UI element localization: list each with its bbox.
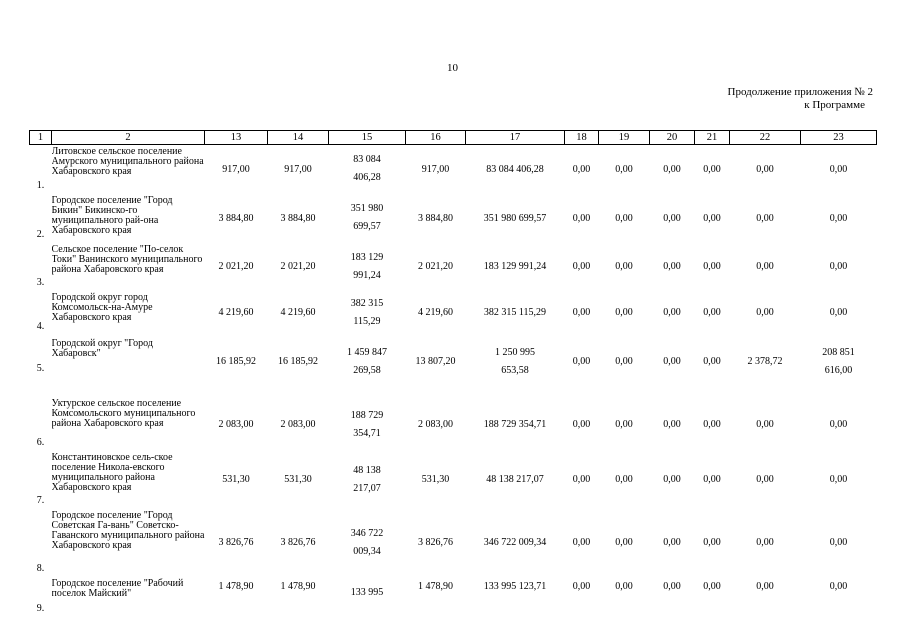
cell-col21: 0,00 [703, 580, 721, 592]
cell-col19: 0,00 [615, 261, 633, 272]
municipality-name: Городское поселение "Город Бикин" Бикинско-го муниципального рай-она Хабаровского края [51, 194, 173, 236]
cell-col23: 0,00 [829, 261, 848, 272]
header-cell: 19 [599, 131, 650, 145]
municipality-name: Городское поселение "Рабочий поселок Майский" [51, 577, 184, 599]
cell-col15-part2: 269,58 [353, 364, 381, 376]
cell-col15: 133 995 [350, 586, 384, 598]
header-cell: 21 [695, 131, 730, 145]
cell-col16: 3 884,80 [418, 212, 453, 224]
cell-col16: 13 807,20 [415, 356, 456, 367]
cell-col21: 0,00 [703, 356, 721, 367]
row-number: 8. [36, 562, 45, 574]
cell-col22: 0,00 [756, 212, 774, 224]
cell-col15-part2: 406,28 [353, 172, 381, 184]
cell-col18: 0,00 [572, 261, 591, 272]
cell-col17: 133 995 123,71 [483, 580, 547, 592]
cell-col15-part2: 991,24 [353, 269, 381, 281]
cell-col21: 0,00 [703, 537, 721, 548]
cell-col14: 1 478,90 [280, 580, 316, 592]
cell-col17: 351 980 699,57 [483, 212, 547, 224]
cell-col20: 0,00 [663, 474, 681, 485]
cell-col23: 0,00 [829, 163, 848, 175]
table-row [30, 389, 877, 451]
table-row [30, 243, 877, 291]
cell-col15 [329, 145, 406, 194]
table-row [30, 509, 877, 577]
cell-col16: 3 826,76 [418, 537, 453, 548]
cell-col17: 346 722 009,34 [483, 537, 547, 548]
cell-col15-part2: 699,57 [353, 221, 381, 232]
cell-col13: 4 219,60 [218, 307, 254, 318]
page-number: 10 [447, 62, 458, 74]
cell-col14: 917,00 [284, 163, 312, 175]
cell-col22: 0,00 [756, 261, 774, 272]
cell-col15 [329, 243, 406, 291]
cell-col23: 0,00 [829, 419, 848, 430]
municipality-name: Сельское поселение "По-селок Токи" Ванинского муниципального района Хабаровского края [51, 243, 203, 275]
row-number: 5. [36, 363, 45, 374]
cell-col14: 2 083,00 [280, 419, 316, 430]
cell-col19: 0,00 [615, 419, 633, 430]
row-number: 9. [36, 602, 45, 614]
row-number: 7. [36, 494, 45, 506]
row-number: 1. [36, 179, 45, 191]
cell-col23-part2: 616,00 [824, 364, 853, 376]
cell-col19: 0,00 [615, 307, 633, 318]
cell-col15-part1: 183 129 [350, 251, 384, 263]
header-cell: 16 [406, 131, 466, 145]
table-row [30, 145, 877, 194]
cell-col21: 0,00 [703, 212, 721, 224]
appendix-note [728, 86, 873, 112]
cell-col14: 3 826,76 [280, 537, 316, 548]
cell-col22: 2 378,72 [747, 356, 783, 367]
cell-col13: 2 021,20 [218, 261, 254, 272]
cell-col23: 0,00 [829, 307, 848, 318]
cell-col21: 0,00 [703, 163, 721, 175]
municipality-name: Городской округ "Город Хабаровск" [51, 337, 153, 359]
cell-col16: 2 083,00 [418, 419, 453, 430]
cell-col23: 0,00 [829, 580, 848, 592]
cell-col17-part2: 653,58 [501, 364, 529, 376]
cell-col17: 48 138 217,07 [486, 474, 544, 485]
header-cell: 23 [801, 131, 877, 145]
cell-col17: 382 315 115,29 [483, 307, 547, 318]
cell-col15-part2: 009,34 [353, 545, 381, 557]
header-cell: 1 [30, 131, 52, 145]
header-cell: 20 [650, 131, 695, 145]
cell-col15-part1: 351 980 [350, 203, 384, 214]
cell-col15-part1: 83 084 [353, 154, 381, 166]
municipality-name: Константиновское сель-ское поселение Никола-евского муниципального района Хабаровского края [51, 451, 173, 493]
header-cell: 14 [268, 131, 329, 145]
row-number: 2. [36, 228, 45, 240]
municipality-name: Городской округ город Комсомольск-на-Амуре Хабаровского края [51, 291, 153, 323]
cell-col21: 0,00 [703, 261, 721, 272]
cell-col15-part2: 217,07 [353, 482, 381, 494]
cell-col21: 0,00 [703, 307, 721, 318]
cell-col22: 0,00 [756, 580, 774, 592]
cell-col18: 0,00 [572, 580, 591, 592]
cell-col13: 3 826,76 [218, 537, 254, 548]
table-row [30, 577, 877, 617]
cell-col14: 4 219,60 [280, 307, 316, 318]
cell-col18: 0,00 [572, 537, 591, 548]
cell-col19: 0,00 [615, 163, 633, 175]
cell-col14: 531,30 [284, 474, 312, 485]
cell-col19: 0,00 [615, 580, 633, 592]
cell-col16: 2 021,20 [418, 261, 453, 272]
cell-col22: 0,00 [756, 419, 774, 430]
cell-col23: 0,00 [829, 537, 848, 548]
cell-col20: 0,00 [663, 212, 681, 224]
cell-col20: 0,00 [663, 537, 681, 548]
cell-col18: 0,00 [572, 212, 591, 224]
cell-col23-part1: 208 851 [822, 346, 855, 358]
header-cell: 2 [52, 131, 205, 145]
cell-col17-part1: 1 250 995 [495, 346, 535, 358]
cell-col16: 1 478,90 [418, 580, 453, 592]
cell-col15 [329, 509, 406, 577]
cell-col15-part1: 346 722 [350, 527, 384, 539]
cell-col13: 917,00 [222, 163, 250, 175]
cell-col23 [801, 335, 877, 389]
cell-col23: 0,00 [829, 474, 848, 485]
cell-col15 [329, 291, 406, 335]
cell-col20: 0,00 [663, 307, 681, 318]
cell-col21: 0,00 [703, 419, 721, 430]
cell-col14: 16 185,92 [278, 356, 318, 367]
appendix-note-line2: к Программе [804, 99, 865, 111]
cell-col15 [329, 335, 406, 389]
table-row [30, 194, 877, 243]
cell-col15-part1: 1 459 847 [347, 346, 387, 358]
cell-col15 [329, 389, 406, 451]
cell-col13: 3 884,80 [218, 212, 254, 224]
cell-col20: 0,00 [663, 261, 681, 272]
table-header-row [30, 131, 877, 145]
cell-col13: 16 185,92 [216, 356, 256, 367]
header-cell: 22 [730, 131, 801, 145]
cell-col18: 0,00 [572, 163, 591, 175]
table-row [30, 451, 877, 509]
cell-col17: 183 129 991,24 [483, 261, 547, 272]
cell-col21: 0,00 [703, 474, 721, 485]
appendix-note-line1: Продолжение приложения № 2 [727, 86, 873, 98]
cell-col18: 0,00 [572, 419, 591, 430]
cell-col20: 0,00 [663, 419, 681, 430]
cell-col15-part2: 115,29 [353, 315, 381, 327]
cell-col18: 0,00 [572, 474, 591, 485]
cell-col19: 0,00 [615, 474, 633, 485]
budget-table [29, 130, 877, 617]
cell-col22: 0,00 [756, 307, 774, 318]
row-number: 3. [36, 276, 45, 288]
municipality-name: Литовское сельское поселение Амурского муниципального района Хабаровского края [51, 146, 204, 177]
cell-col13: 2 083,00 [218, 419, 254, 430]
header-cell: 13 [205, 131, 268, 145]
cell-col20: 0,00 [663, 356, 681, 367]
cell-col22: 0,00 [756, 474, 774, 485]
header-cell: 15 [329, 131, 406, 145]
cell-col23: 0,00 [829, 212, 848, 224]
cell-col22: 0,00 [756, 537, 774, 548]
cell-col17: 83 084 406,28 [486, 163, 544, 175]
cell-col16: 917,00 [421, 163, 450, 175]
cell-col18: 0,00 [572, 307, 591, 318]
cell-col22: 0,00 [756, 163, 774, 175]
cell-col13: 1 478,90 [218, 580, 254, 592]
cell-col15-part1: 188 729 [350, 409, 384, 421]
cell-col15 [329, 194, 406, 243]
cell-col19: 0,00 [615, 356, 633, 367]
header-cell: 18 [565, 131, 599, 145]
cell-col20: 0,00 [663, 580, 681, 592]
cell-col15-part1: 382 315 [350, 297, 384, 309]
row-number: 6. [36, 436, 45, 448]
cell-col15 [329, 451, 406, 509]
municipality-name: Уктурское сельское поселение Комсомольского муниципального района Хабаровского края [51, 397, 196, 429]
cell-col14: 3 884,80 [280, 212, 316, 224]
cell-col15-part1: 48 138 [353, 464, 381, 476]
cell-col19: 0,00 [615, 537, 633, 548]
cell-col19: 0,00 [615, 212, 633, 224]
cell-col15-part2: 354,71 [353, 427, 381, 439]
cell-col13: 531,30 [222, 474, 250, 485]
row-number: 4. [36, 320, 45, 332]
cell-col18: 0,00 [572, 356, 591, 367]
cell-col20: 0,00 [663, 163, 681, 175]
header-cell: 17 [466, 131, 565, 145]
table-row [30, 291, 877, 335]
table-row [30, 335, 877, 389]
cell-col17 [466, 335, 565, 389]
cell-col17: 188 729 354,71 [483, 419, 547, 430]
cell-col14: 2 021,20 [280, 261, 316, 272]
cell-col16: 4 219,60 [418, 307, 453, 318]
cell-col16: 531,30 [421, 474, 450, 485]
municipality-name: Городское поселение "Город Советская Га-вань" Советско-Гаванского муниципального района Хабаровского края [51, 509, 205, 551]
